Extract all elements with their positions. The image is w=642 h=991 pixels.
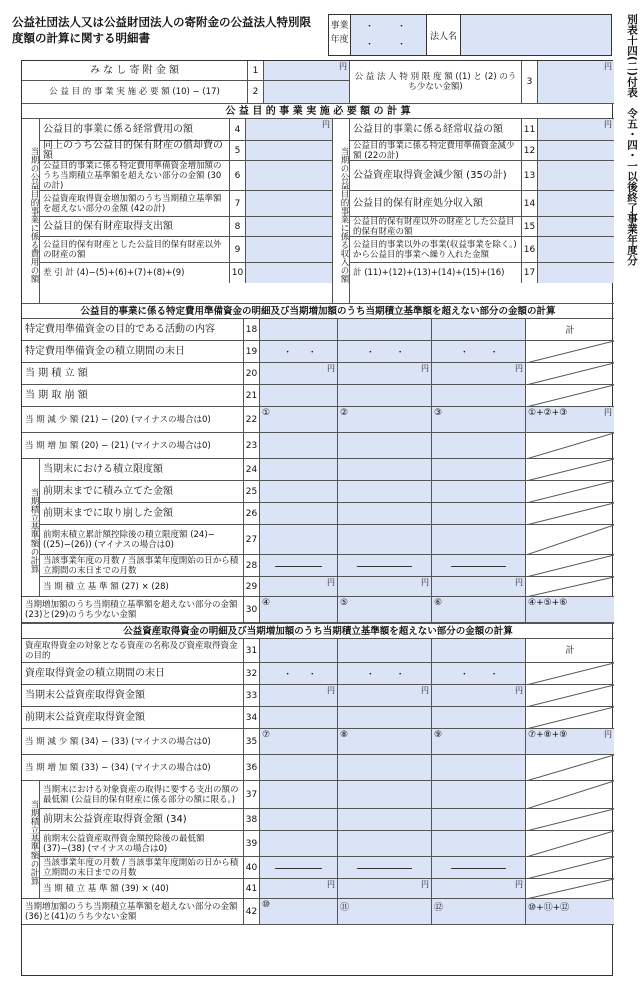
cell-23-3[interactable]: [432, 433, 526, 459]
cell-30-4[interactable]: [526, 597, 614, 623]
total-column-label: 計: [565, 326, 575, 336]
cell-25-3[interactable]: [432, 481, 526, 503]
row-no-36: 36: [244, 755, 260, 781]
cell-30-2[interactable]: [338, 597, 432, 623]
sec1-left-label-5: 同上のうち公益目的保有財産の償却費の額: [40, 141, 230, 161]
amount-field-17[interactable]: [538, 263, 614, 283]
cell-38-4: [526, 809, 614, 831]
fiscal-year-field[interactable]: ・ ・ ・ ・: [351, 15, 427, 55]
date-sep: ・: [283, 348, 293, 358]
label-row-28: 当該事業年度の月数 / 当該事業年度開始の日から積立期間の末日までの月数: [40, 555, 244, 577]
cell-29-4: [526, 577, 614, 597]
cell-34-2[interactable]: [338, 707, 432, 729]
cell-24-1[interactable]: [260, 459, 338, 481]
sec1-left-label-6: 公益目的事業に係る特定費用準備資金増加額のうち当期積立基準額を超えない部分の金額 (30の計): [40, 161, 230, 191]
label-row-26: 前期末までに取り崩した金額: [40, 503, 244, 525]
label-row-1: み な し 寄 附 金 額: [22, 61, 248, 81]
row-no-6: 6: [230, 161, 246, 191]
yen-unit: 円: [421, 578, 429, 587]
cell-27-3[interactable]: [432, 525, 526, 555]
row-no-31: 31: [244, 639, 260, 663]
circle-label: ⑧: [340, 730, 349, 740]
diagonal-slash: [526, 525, 614, 555]
cell-37-1[interactable]: [260, 781, 338, 809]
row-no-11: 11: [522, 119, 538, 141]
row-no-2: 2: [248, 81, 264, 103]
fraction-bar: [357, 566, 413, 567]
cell-25-4: [526, 481, 614, 503]
amount-field-7[interactable]: [246, 191, 332, 217]
yen-unit: 円: [515, 686, 523, 695]
row-no-30: 30: [244, 597, 260, 623]
label-row-34: 前期末公益資産取得資金額: [22, 707, 244, 729]
amount-field-10[interactable]: [246, 263, 332, 283]
row-no-23: 23: [244, 433, 260, 459]
cell-29-3[interactable]: [432, 577, 526, 597]
header-box: [328, 14, 612, 56]
cell-20-4: [526, 363, 614, 385]
cell-36-3[interactable]: [432, 755, 526, 781]
row-no-32: 32: [244, 663, 260, 685]
diagonal-slash: [526, 809, 614, 831]
cell-19-2[interactable]: [338, 341, 432, 363]
amount-field-5[interactable]: [246, 141, 332, 161]
circle-label: ⑤: [340, 598, 349, 608]
row-no-17: 17: [522, 263, 538, 283]
cell-18-2[interactable]: [338, 319, 432, 341]
date-sep: ・: [489, 670, 499, 680]
circle-label: ⑩: [262, 900, 271, 910]
label-row-32: 資産取得資金の積立期間の末日: [22, 663, 244, 685]
cell-27-2[interactable]: [338, 525, 432, 555]
total-column-label: 計: [565, 646, 575, 656]
row-no-1: 1: [248, 61, 264, 81]
yen-unit: 円: [604, 62, 612, 71]
cell-41-2[interactable]: [338, 879, 432, 899]
cell-27-1[interactable]: [260, 525, 338, 555]
cell-21-4: [526, 385, 614, 407]
corp-name-label: 法人名: [427, 15, 461, 55]
cell-32-1[interactable]: [260, 663, 338, 685]
label-row-18: 特定費用準備資金の目的である活動の内容: [22, 319, 244, 341]
form-code: 別表十四(二)付表 令五・四・一以後終了事業年度分: [626, 14, 638, 266]
circle-label: ④: [262, 598, 271, 608]
label-row-30: 当期増加額のうち当期積立基準額を超えない部分の金額 (23)と(29)のうち少ない金額: [22, 597, 244, 623]
cell-41-4: [526, 879, 614, 899]
circle-label: ⑪: [340, 903, 350, 913]
circle-label: ④+⑤+⑥: [528, 598, 568, 608]
cell-28-2[interactable]: [338, 555, 432, 577]
cell-41-1[interactable]: [260, 879, 338, 899]
circle-label: ⑥: [434, 598, 443, 608]
diagonal-slash: [526, 433, 614, 459]
sec1-right-label-15: 公益目的保有財産以外の財産とした公益目的保有財産の額: [350, 217, 522, 237]
label-row-41: 当 期 積 立 基 準 額 (39) × (40): [40, 879, 244, 899]
cell-26-3[interactable]: [432, 503, 526, 525]
diagonal-slash: [526, 663, 614, 685]
cell-22-4[interactable]: [526, 407, 614, 433]
row-no-41: 41: [244, 879, 260, 899]
diagonal-slash: [526, 341, 614, 363]
cell-25-1[interactable]: [260, 481, 338, 503]
cell-40-4: [526, 857, 614, 879]
cell-22-2[interactable]: [338, 407, 432, 433]
sec1-left-label-9: 公益目的保有財産とした公益目的保有財産以外の財産の額: [40, 237, 230, 263]
cell-22-3[interactable]: [432, 407, 526, 433]
row-no-18: 18: [244, 319, 260, 341]
row-no-40: 40: [244, 857, 260, 879]
yen-unit: 円: [515, 364, 523, 373]
cell-19-3[interactable]: [432, 341, 526, 363]
date-sep: ・: [395, 670, 405, 680]
cell-25-2[interactable]: [338, 481, 432, 503]
circle-label: ⑨: [434, 730, 443, 740]
section-title-sec3: 公益資産取得資金の明細及び当期増加額のうち当期積立基準額を超えない部分の金額の計算: [22, 623, 614, 639]
label-row-31: 資産取得資金の対象となる資産の名称及び資産取得資金の目的: [22, 639, 244, 663]
row-no-42: 42: [244, 899, 260, 925]
yen-unit: 円: [327, 578, 335, 587]
cell-18-4: [526, 319, 614, 341]
yen-unit: 円: [327, 364, 335, 373]
diagonal-slash: [526, 781, 614, 809]
label-row-42: 当期増加額のうち当期積立基準額を超えない部分の金額 (36)と(41)のうち少ない金額: [22, 899, 244, 925]
label-row-20: 当 期 積 立 額: [22, 363, 244, 385]
row-no-14: 14: [522, 191, 538, 217]
cell-24-4: [526, 459, 614, 481]
row-no-9: 9: [230, 237, 246, 263]
row-no-12: 12: [522, 141, 538, 161]
cell-20-1[interactable]: [260, 363, 338, 385]
row-no-35: 35: [244, 729, 260, 755]
cell-28-1[interactable]: [260, 555, 338, 577]
row-no-10: 10: [230, 263, 246, 283]
cell-36-2[interactable]: [338, 755, 432, 781]
sec1-right-label-17: 計 (11)+(12)+(13)+(14)+(15)+(16): [350, 263, 522, 283]
date-sep: ・: [365, 670, 375, 680]
fraction-bar: [451, 566, 507, 567]
circle-label: ⑫: [434, 903, 444, 913]
date-sep: ・: [283, 670, 293, 680]
row-no-16: 16: [522, 237, 538, 263]
label-row-3: 公 益 法 人 特 別 限 度 額 ((1) と (2) のうち少ない金額): [350, 61, 522, 103]
cell-35-2[interactable]: [338, 729, 432, 755]
yen-unit: 円: [421, 880, 429, 889]
amount-field-3[interactable]: [538, 61, 614, 103]
circle-label: ②: [340, 408, 349, 418]
diagonal-slash: [526, 707, 614, 729]
sec1-right-label-12: 公益目的事業に係る特定費用準備資金減少額 (22の計): [350, 141, 522, 161]
cell-32-3[interactable]: [432, 663, 526, 685]
diagonal-slash: [526, 363, 614, 385]
cell-37-4: [526, 781, 614, 809]
yen-unit: 円: [604, 120, 612, 129]
label-row-24: 当期末における積立限度額: [40, 459, 244, 481]
cell-33-1[interactable]: [260, 685, 338, 707]
diagonal-slash: [526, 831, 614, 857]
cell-39-3[interactable]: [432, 831, 526, 857]
cell-30-1[interactable]: [260, 597, 338, 623]
row-no-19: 19: [244, 341, 260, 363]
cell-20-3[interactable]: [432, 363, 526, 385]
cell-29-1[interactable]: [260, 577, 338, 597]
circle-label: ③: [434, 408, 443, 418]
cell-34-4: [526, 707, 614, 729]
amount-field-13[interactable]: [538, 161, 614, 191]
diagonal-slash: [526, 481, 614, 503]
diagonal-slash: [526, 459, 614, 481]
yen-unit: 円: [515, 578, 523, 587]
yen-unit: 円: [322, 120, 330, 129]
amount-field-2[interactable]: [264, 81, 350, 103]
label-row-27: 前期末積立累計額控除後の積立限度額 (24)−((25)−(26)) (マイナスの場合は0): [40, 525, 244, 555]
fraction-bar: [451, 868, 507, 869]
circle-label: ①+②+③: [528, 408, 568, 418]
cell-21-2[interactable]: [338, 385, 432, 407]
row-no-4: 4: [230, 119, 246, 141]
diagonal-slash: [526, 385, 614, 407]
cell-31-4: [526, 639, 614, 663]
amount-field-4[interactable]: [246, 119, 332, 141]
cell-26-4: [526, 503, 614, 525]
row-no-22: 22: [244, 407, 260, 433]
circle-label: ⑩+⑪+⑫: [528, 903, 570, 913]
row-no-26: 26: [244, 503, 260, 525]
cell-40-1[interactable]: [260, 857, 338, 879]
cell-23-2[interactable]: [338, 433, 432, 459]
cell-18-1[interactable]: [260, 319, 338, 341]
sec1-right-label-16: 公益目的事業以外の事業(収益事業を除く。)から公益目的事業へ繰り入れた金額: [350, 237, 522, 263]
label-row-29: 当 期 積 立 基 準 額 (27) × (28): [40, 577, 244, 597]
row-no-28: 28: [244, 555, 260, 577]
cell-37-2[interactable]: [338, 781, 432, 809]
cell-42-2[interactable]: [338, 899, 432, 925]
date-sep: ・: [459, 670, 469, 680]
diagonal-slash: [526, 685, 614, 707]
amount-field-15[interactable]: [538, 217, 614, 237]
diagonal-slash: [526, 503, 614, 525]
cell-42-4[interactable]: [526, 899, 614, 925]
diagonal-slash: [526, 879, 614, 899]
amount-field-9[interactable]: [246, 237, 332, 263]
row-no-5: 5: [230, 141, 246, 161]
circle-label: ⑦: [262, 730, 271, 740]
diagonal-slash: [526, 755, 614, 781]
sec1-right-label-13: 公益資産取得資金減少額 (35の計): [350, 161, 522, 191]
label-row-33: 当期末公益資産取得資金額: [22, 685, 244, 707]
amount-field-12[interactable]: [538, 141, 614, 161]
label-row-38: 前期末公益資産取得資金額 (34): [40, 809, 244, 831]
cell-33-4: [526, 685, 614, 707]
cell-23-1[interactable]: [260, 433, 338, 459]
amount-field-1[interactable]: [264, 61, 350, 81]
cell-19-4: [526, 341, 614, 363]
row-no-8: 8: [230, 217, 246, 237]
cell-42-1[interactable]: [260, 899, 338, 925]
cell-42-3[interactable]: [432, 899, 526, 925]
date-sep: ・: [307, 670, 317, 680]
cell-29-2[interactable]: [338, 577, 432, 597]
section-title-sec2: 公益目的事業に係る特定費用準備資金の明細及び当期増加額のうち当期積立基準額を超えない部分の金額の計算: [22, 303, 614, 319]
cell-31-2[interactable]: [338, 639, 432, 663]
diagonal-slash: [526, 857, 614, 879]
sec1-right-label-11: 公益目的事業に係る経常収益の額: [350, 119, 522, 141]
row-no-25: 25: [244, 481, 260, 503]
diagonal-slash: [526, 577, 614, 597]
amount-field-11[interactable]: [538, 119, 614, 141]
row-no-21: 21: [244, 385, 260, 407]
cell-38-3[interactable]: [432, 809, 526, 831]
row-no-33: 33: [244, 685, 260, 707]
fiscal-year-label: 事業年度: [329, 15, 351, 55]
cell-32-2[interactable]: [338, 663, 432, 685]
cell-21-3[interactable]: [432, 385, 526, 407]
cell-31-3[interactable]: [432, 639, 526, 663]
yen-unit: 円: [604, 408, 612, 417]
form-title: 公益社団法人又は公益財団法人の寄附金の公益法人特別限度額の計算に関する明細書: [12, 15, 311, 45]
cell-26-2[interactable]: [338, 503, 432, 525]
cell-21-1[interactable]: [260, 385, 338, 407]
cell-18-3[interactable]: [432, 319, 526, 341]
cell-27-4: [526, 525, 614, 555]
cell-22-1[interactable]: [260, 407, 338, 433]
row-no-15: 15: [522, 217, 538, 237]
amount-field-14[interactable]: [538, 191, 614, 217]
cell-36-1[interactable]: [260, 755, 338, 781]
cell-32-4: [526, 663, 614, 685]
cell-36-4: [526, 755, 614, 781]
label-row-19: 特定費用準備資金の積立期間の末日: [22, 341, 244, 363]
label-row-22: 当 期 減 少 額 (21) − (20) (マイナスの場合は0): [22, 407, 244, 433]
date-sep: ・: [307, 348, 317, 358]
row-no-24: 24: [244, 459, 260, 481]
row-no-3: 3: [522, 61, 538, 103]
row-no-13: 13: [522, 161, 538, 191]
label-row-25: 前期末までに積み立てた金額: [40, 481, 244, 503]
yen-unit: 円: [515, 880, 523, 889]
cell-35-1[interactable]: [260, 729, 338, 755]
sec1-left-label-10: 差 引 計 (4)−(5)+(6)+(7)+(8)+(9): [40, 263, 230, 283]
statement-form: [21, 60, 613, 976]
cell-28-4: [526, 555, 614, 577]
fraction-bar: [275, 868, 321, 869]
fraction-bar: [275, 566, 321, 567]
sec1-left-label-7: 公益資産取得資金増加額のうち当期積立基準額を超えない部分の金額 (42の計): [40, 191, 230, 217]
section-1-left-label: 当期の公益目的事業に係る費用の額: [22, 119, 40, 303]
vertical-label-sec2: 当期積立基準額の計算: [22, 459, 40, 597]
cell-20-2[interactable]: [338, 363, 432, 385]
row-no-29: 29: [244, 577, 260, 597]
yen-unit: 円: [421, 364, 429, 373]
cell-30-3[interactable]: [432, 597, 526, 623]
row-no-37: 37: [244, 781, 260, 809]
cell-35-3[interactable]: [432, 729, 526, 755]
label-row-21: 当 期 取 崩 額: [22, 385, 244, 407]
cell-39-2[interactable]: [338, 831, 432, 857]
cell-40-2[interactable]: [338, 857, 432, 879]
yen-unit: 円: [327, 686, 335, 695]
circle-label: ⑦+⑧+⑨: [528, 730, 568, 740]
label-row-35: 当 期 減 少 額 (34) − (33) (マイナスの場合は0): [22, 729, 244, 755]
fraction-bar: [357, 868, 413, 869]
cell-41-3[interactable]: [432, 879, 526, 899]
amount-field-6[interactable]: [246, 161, 332, 191]
cell-33-3[interactable]: [432, 685, 526, 707]
label-row-37: 当期末における対象資産の取得に要する支出の額の最低額 (公益目的保有財産に係る部分の額に限る。): [40, 781, 244, 809]
label-row-36: 当 期 増 加 額 (33) − (34) (マイナスの場合は0): [22, 755, 244, 781]
label-row-23: 当 期 増 加 額 (20) − (21) (マイナスの場合は0): [22, 433, 244, 459]
label-row-2: 公 益 目 的 事 業 実 施 必 要 額 (10) − (17): [22, 81, 248, 103]
cell-34-1[interactable]: [260, 707, 338, 729]
sec1-left-label-8: 公益目的保有財産取得支出額: [40, 217, 230, 237]
row-no-34: 34: [244, 707, 260, 729]
label-row-39: 前期末公益資産取得資金額控除後の最低額 (37)−(38) (マイナスの場合は0): [40, 831, 244, 857]
sec1-right-label-14: 公益目的保有財産処分収入額: [350, 191, 522, 217]
row-no-39: 39: [244, 831, 260, 857]
yen-unit: 円: [339, 62, 347, 71]
cell-39-1[interactable]: [260, 831, 338, 857]
yen-unit: 円: [421, 686, 429, 695]
date-sep: ・: [395, 348, 405, 358]
row-no-38: 38: [244, 809, 260, 831]
amount-field-16[interactable]: [538, 237, 614, 263]
row-no-7: 7: [230, 191, 246, 217]
cell-28-3[interactable]: [432, 555, 526, 577]
cell-38-2[interactable]: [338, 809, 432, 831]
cell-19-1[interactable]: [260, 341, 338, 363]
cell-37-3[interactable]: [432, 781, 526, 809]
cell-23-4: [526, 433, 614, 459]
cell-24-3[interactable]: [432, 459, 526, 481]
label-row-40: 当該事業年度の月数 / 当該事業年度開始の日から積立期間の末日までの月数: [40, 857, 244, 879]
date-sep: ・: [365, 348, 375, 358]
cell-35-4[interactable]: [526, 729, 614, 755]
circle-label: ①: [262, 408, 271, 418]
cell-39-4: [526, 831, 614, 857]
diagonal-slash: [526, 555, 614, 577]
date-sep: ・: [489, 348, 499, 358]
cell-26-1[interactable]: [260, 503, 338, 525]
cell-40-3[interactable]: [432, 857, 526, 879]
amount-field-8[interactable]: [246, 217, 332, 237]
yen-unit: 円: [327, 880, 335, 889]
corp-name-field[interactable]: [461, 15, 611, 55]
vertical-label-sec3: 当期積立基準額の計算: [22, 781, 40, 899]
date-sep: ・: [459, 348, 469, 358]
cell-31-1[interactable]: [260, 639, 338, 663]
yen-unit: 円: [604, 730, 612, 739]
section-1-right-label: 当期の公益目的事業に係る収入の額: [332, 119, 350, 303]
section-1-title: 公 益 目 的 事 業 実 施 必 要 額 の 計 算: [22, 103, 614, 119]
cell-24-2[interactable]: [338, 459, 432, 481]
sec1-left-label-4: 公益目的事業に係る経常費用の額: [40, 119, 230, 141]
row-no-20: 20: [244, 363, 260, 385]
cell-34-3[interactable]: [432, 707, 526, 729]
cell-33-2[interactable]: [338, 685, 432, 707]
cell-38-1[interactable]: [260, 809, 338, 831]
row-no-27: 27: [244, 525, 260, 555]
